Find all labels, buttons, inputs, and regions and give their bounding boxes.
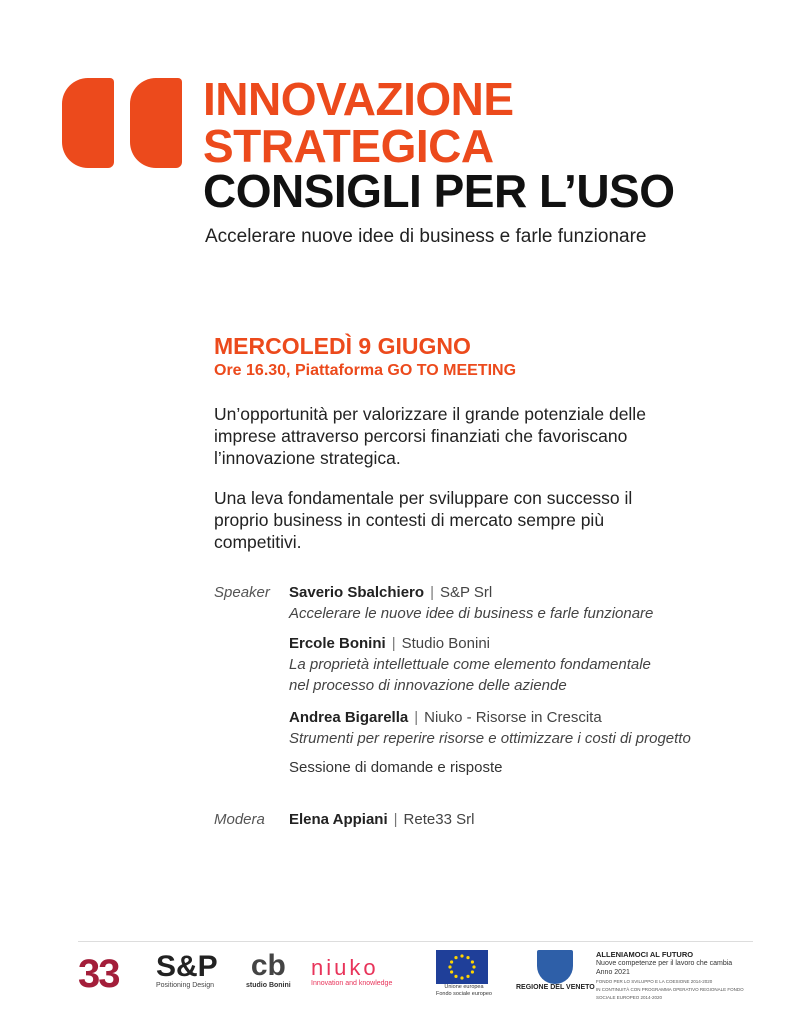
alleniamoci-al-futuro-block: [596, 950, 766, 1001]
speaker-label: Speaker: [214, 584, 270, 601]
quote-mark-icon: [62, 78, 182, 168]
qa-session: Sessione di domande e risposte: [289, 759, 503, 776]
speaker-org: Studio Bonini: [401, 635, 490, 652]
veneto-caption: REGIONE DEL VENETO: [516, 984, 595, 991]
speaker-name: Ercole Bonini: [289, 635, 386, 652]
studio-bonini-logo: [246, 950, 291, 989]
separator: |: [391, 635, 396, 652]
separator: |: [430, 584, 434, 601]
speaker-talk: Accelerare le nuove idee di business e farle funzionare: [289, 605, 654, 622]
speaker-talk-line-2: nel processo di innovazione delle aziende: [289, 677, 567, 694]
niuko-logo: [311, 956, 392, 987]
niuko-logo-mark: niuko: [311, 955, 379, 980]
event-time-place: Ore 16.30, Piattaforma GO TO MEETING: [214, 362, 517, 379]
speaker-entry: [289, 582, 653, 624]
speaker-org: S&P Srl: [439, 584, 493, 601]
description-paragraph-2: Una leva fondamentale per sviluppare con successo il proprio business in contesti di mercato sempre più competitivi.: [214, 488, 633, 552]
quote-glyph-left: [62, 78, 114, 168]
veneto-shield-icon: [537, 950, 573, 984]
sp-logo-mark: S&P: [156, 950, 218, 983]
separator: |: [393, 811, 398, 828]
eu-flag-icon: [436, 950, 488, 984]
sponsor-logos: [78, 950, 758, 1005]
moderator-name: Elena Appiani: [289, 811, 388, 828]
subtitle: Accelerare nuove idee di business e farle funzionare: [205, 226, 647, 247]
speaker-entry: [289, 707, 691, 749]
eu-caption-1: Unione europea: [444, 984, 484, 990]
title-line-1: INNOVAZIONE: [203, 73, 514, 125]
title-line-3: CONSIGLI PER L’USO: [203, 165, 675, 217]
future-line-2: Anno 2021: [596, 969, 630, 976]
studio-bonini-mark: cb: [250, 949, 286, 982]
quote-glyph-right: [130, 78, 182, 168]
future-line-1: Nuove competenze per il lavoro che cambia: [596, 960, 733, 967]
eu-caption-2: Fondo sociale europeo: [436, 991, 492, 997]
separator: |: [414, 709, 419, 726]
regione-veneto-logo: [516, 950, 595, 991]
moderator-org: Rete33 Srl: [403, 811, 475, 828]
niuko-caption: Innovation and knowledge: [311, 980, 393, 987]
future-small-3: SOCIALE EUROPEO 2014-2020: [596, 995, 663, 1000]
footer-divider: [78, 941, 753, 942]
eu-logo: [436, 950, 492, 998]
sp-logo-caption: Positioning Design: [156, 982, 214, 989]
future-title: ALLENIAMOCI AL FUTURO: [596, 950, 694, 959]
speaker-name: Andrea Bigarella: [289, 709, 409, 726]
future-small-2: IN CONTINUITÀ CON PROGRAMMA OPERATIVO REGIONALE FONDO: [596, 987, 744, 992]
moderator-entry: [289, 809, 474, 830]
speaker-talk: Strumenti per reperire risorse e ottimizzare i costi di progetto: [289, 730, 691, 747]
studio-bonini-caption: studio Bonini: [246, 982, 291, 989]
sp-logo: [156, 952, 218, 989]
title-line-2: STRATEGICA: [203, 120, 494, 172]
speaker-name: Saverio Sbalchiero: [289, 584, 425, 601]
event-date: MERCOLEDÌ 9 GIUGNO: [214, 333, 471, 359]
speaker-entry: [289, 633, 651, 696]
speaker-org: Niuko - Risorse in Crescita: [424, 709, 602, 726]
moderator-label: Modera: [214, 811, 265, 828]
description-paragraph-1: Un’opportunità per valorizzare il grande potenziale delle imprese attraverso percorsi finanziati che favoriscano l’innovazione strategica.: [214, 404, 646, 468]
future-small-1: FONDO PER LO SVILUPPO E LA COESIONE 2014-2020: [596, 979, 713, 984]
rete33-logo: 33: [78, 952, 119, 996]
speaker-talk-line-1: La proprietà intellettuale come elemento fondamentale: [289, 656, 651, 673]
